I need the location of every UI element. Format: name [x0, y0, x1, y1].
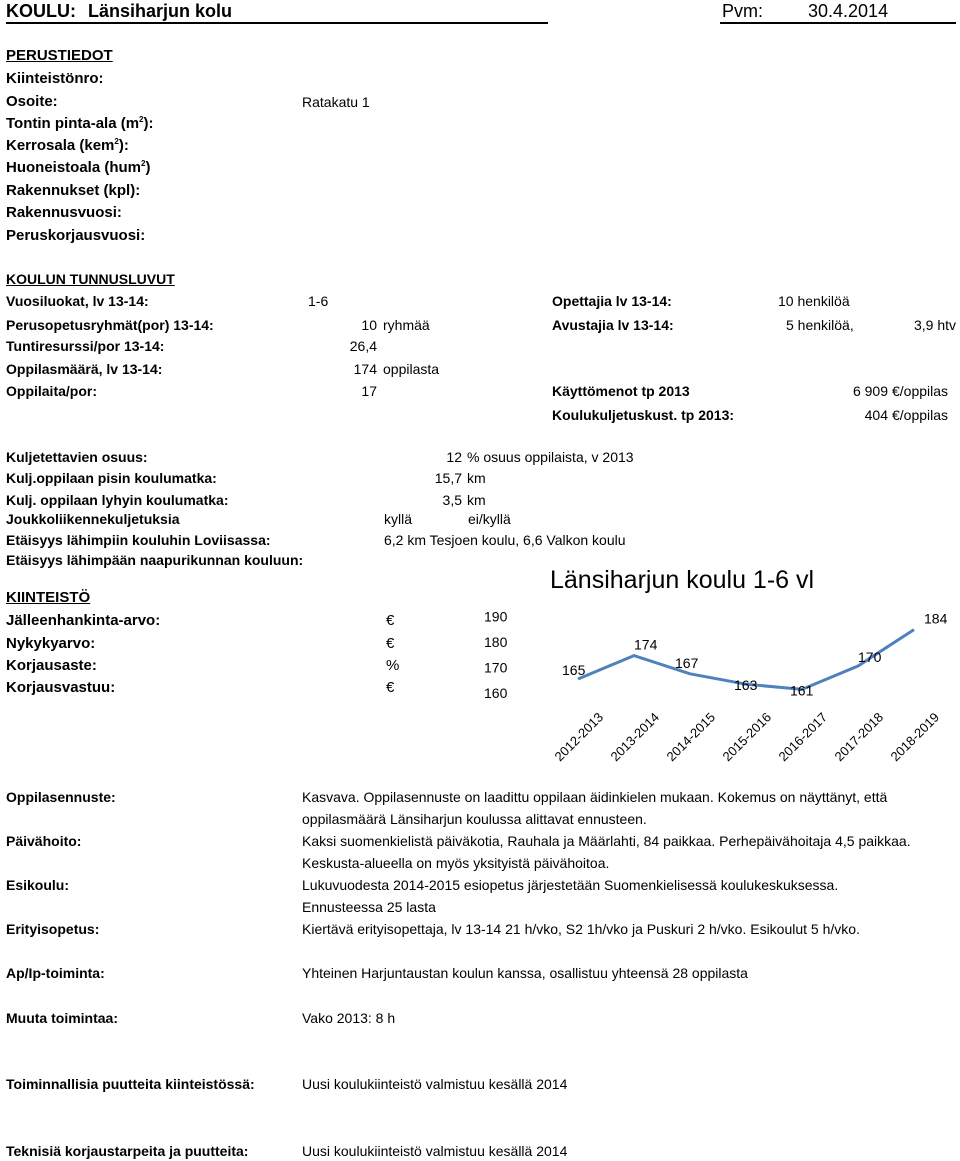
oppilasennuste-line1: Kasvava. Oppilasennuste on laadittu oppilaan äidinkielen mukaan. Kokemus on näyttänyt, että — [302, 789, 888, 805]
esikoulu-line1: Lukuvuodesta 2014-2015 esiopetus järjestetään Suomenkielisessä koulukeskuksessa. — [302, 877, 839, 893]
oppilasmaara-unit: oppilasta — [383, 361, 440, 377]
y-tick-label: 170 — [484, 659, 508, 676]
data-label: 174 — [634, 636, 658, 653]
oppilasmaara-value: 174 — [353, 361, 377, 377]
data-label: 167 — [675, 654, 699, 671]
osuus-label: Kuljetettavien osuus: — [6, 449, 148, 465]
ap-label: Ap/Ip-toiminta: — [6, 965, 105, 981]
korjausvastuu-label: Korjausvastuu: — [6, 679, 116, 696]
ryhmat-value: 10 — [361, 317, 377, 333]
osoite-label: Osoite: — [6, 93, 58, 110]
ap-line1: Yhteinen Harjuntaustan koulun kanssa, osallistuu yhteensä 28 oppilasta — [302, 965, 748, 981]
kiinteisto-heading: KIINTEISTÖ — [6, 589, 91, 606]
avustajia-value: 5 henkilöä, — [786, 317, 854, 333]
data-label: 161 — [790, 682, 814, 699]
avustajia-htv: 3,9 htv — [913, 317, 956, 333]
y-tick-label: 190 — [484, 608, 508, 625]
date-label: Pvm: — [722, 1, 764, 21]
esikoulu-line2: Ennusteessa 25 lasta — [302, 899, 436, 915]
huoneistoala-label: Huoneistoala (hum$^2$) — [6, 159, 151, 176]
etaisyys-loviisa-value: 6,2 km Tesjoen koulu, 6,6 Valkon koulu — [384, 532, 626, 548]
vuosiluokat-label: Vuosiluokat, lv 13-14: — [6, 293, 149, 309]
tunnusluvut-heading: KOULUN TUNNUSLUVUT — [6, 271, 175, 287]
tuntiresurssi-label: Tuntiresurssi/por 13-14: — [6, 338, 165, 354]
x-tick-label: 2018-2019 — [887, 709, 943, 765]
rakennukset-label: Rakennukset (kpl): — [6, 182, 141, 199]
data-label: 184 — [924, 610, 948, 627]
chart-title: Länsiharjun koulu 1-6 vl — [550, 566, 815, 594]
date-value: 30.4.2014 — [808, 1, 889, 21]
muuta-label: Muuta toimintaa: — [6, 1010, 118, 1026]
erityisopetus-line1: Kiertävä erityisopettaja, lv 13-14 21 h/vko, S2 1h/vko ja Puskuri 2 h/vko. Esikoulut 5 h/vko. — [302, 921, 860, 937]
osoite-value: Ratakatu 1 — [302, 94, 370, 110]
pisin-label: Kulj.oppilaan pisin koulumatka: — [6, 470, 217, 486]
avustajia-label: Avustajia lv 13-14: — [552, 317, 674, 333]
kuljetus-value: 404 — [864, 407, 888, 423]
lyhyin-label: Kulj. oppilaan lyhyin koulumatka: — [6, 492, 229, 508]
y-tick-label: 160 — [484, 685, 508, 701]
oppilasmaara-label: Oppilasmäärä, lv 13-14: — [6, 361, 163, 377]
kiinteistonro-label: Kiinteistönro: — [6, 70, 104, 87]
osuus-unit: % osuus oppilaista, v 2013 — [467, 449, 634, 465]
ryhmat-unit: ryhmää — [383, 317, 430, 333]
x-axis-ticks — [552, 710, 943, 765]
joukko-value2: ei/kyllä — [468, 511, 511, 527]
pisin-unit: km — [467, 470, 486, 486]
korjausaste-unit: % — [386, 657, 400, 674]
data-label: 165 — [562, 662, 586, 678]
teknisia-label: Teknisiä korjaustarpeita ja puutteita: — [6, 1143, 249, 1159]
pisin-value: 15,7 — [434, 470, 462, 486]
erityisopetus-label: Erityisopetus: — [6, 921, 100, 937]
joukko-label: Joukkoliikennekuljetuksia — [6, 511, 180, 527]
peruskorjausvuosi-label: Peruskorjausvuosi: — [6, 227, 146, 244]
x-tick-label: 2017-2018 — [831, 709, 887, 765]
opettajia-label: Opettajia lv 13-14: — [552, 293, 672, 309]
toiminnallisia-label: Toiminnallisia puutteita kiinteistössä: — [6, 1076, 255, 1092]
y-axis-ticks — [484, 609, 508, 702]
vuosiluokat-value: 1-6 — [308, 293, 329, 309]
oppilaita-por-label: Oppilaita/por: — [6, 383, 97, 399]
y-tick-label: 180 — [484, 634, 508, 650]
school-label: KOULU: — [6, 1, 76, 21]
jalleenhankinta-unit: € — [386, 612, 395, 629]
oppilasennuste-label: Oppilasennuste: — [6, 789, 116, 805]
nykykyarvo-unit: € — [386, 635, 395, 652]
data-label: 170 — [858, 649, 882, 665]
etaisyys-loviisa-label: Etäisyys lähimpiin kouluhin Loviisassa: — [6, 532, 271, 548]
rakennusvuosi-label: Rakennusvuosi: — [6, 204, 122, 221]
oppilaita-por-value: 17 — [361, 383, 377, 399]
muuta-line1: Vako 2013: 8 h — [302, 1010, 396, 1026]
opettajia-value: 10 henkilöä — [778, 293, 850, 309]
kayttomenot-value: 6 909 — [852, 383, 888, 399]
tuntiresurssi-value: 26,4 — [349, 338, 377, 354]
x-tick-label: 2012-2013 — [551, 709, 607, 765]
data-label: 163 — [734, 677, 758, 694]
lyhyin-value: 3,5 — [442, 492, 462, 508]
kerrosala-label: Kerrosala (kem$^2$): — [6, 137, 129, 154]
nykykyarvo-label: Nykykyarvo: — [6, 635, 96, 652]
x-tick-label: 2015-2016 — [719, 709, 775, 765]
perustiedot-heading: PERUSTIEDOT — [6, 47, 113, 64]
kayttomenot-label: Käyttömenot tp 2013 — [552, 383, 690, 399]
tontin-label: Tontin pinta-ala $(m^2)$: — [6, 115, 154, 132]
korjausaste-label: Korjausaste: — [6, 657, 97, 674]
toiminnallisia-line1: Uusi koulukiinteistö valmistuu kesällä 2014 — [302, 1076, 568, 1092]
header-underline-left — [6, 22, 548, 24]
enrollment-line-chart — [470, 562, 958, 782]
joukko-value1: kyllä — [384, 511, 413, 527]
kuljetus-label: Koulukuljetuskust. tp 2013: — [552, 407, 735, 423]
school-name: Länsiharjun kolu — [88, 1, 233, 21]
kuljetus-unit: €/oppilas — [892, 407, 949, 423]
etaisyys-naapuri-label: Etäisyys lähimpään naapurikunnan kouluun: — [6, 552, 304, 568]
header-underline-right — [720, 22, 956, 24]
lyhyin-unit: km — [467, 492, 486, 508]
x-tick-label: 2014-2015 — [663, 709, 719, 765]
kayttomenot-unit: €/oppilas — [892, 383, 949, 399]
jalleenhankinta-label: Jälleenhankinta-arvo: — [6, 612, 161, 629]
oppilasennuste-line2: oppilasmäärä Länsiharjun koulussa alittavat ennusteen. — [302, 811, 647, 827]
teknisia-line1: Uusi koulukiinteistö valmistuu kesällä 2014 — [302, 1143, 568, 1159]
data-labels — [562, 611, 948, 699]
paivahoito-label: Päivähoito: — [6, 833, 82, 849]
x-tick-label: 2016-2017 — [775, 709, 831, 765]
esikoulu-label: Esikoulu: — [6, 877, 70, 893]
osuus-value: 12 — [446, 449, 462, 465]
ryhmat-label: Perusopetusryhmät(por) 13-14: — [6, 317, 214, 333]
korjausvastuu-unit: € — [386, 679, 395, 696]
paivahoito-line2: Keskusta-alueella on myös yksityistä päivähoitoa. — [302, 855, 610, 871]
x-tick-label: 2013-2014 — [607, 709, 663, 765]
paivahoito-line1: Kaksi suomenkielistä päiväkotia, Rauhala ja Määrlahti, 84 paikkaa. Perhepäivähoitaja 4,5 paikkaa. — [302, 833, 911, 849]
